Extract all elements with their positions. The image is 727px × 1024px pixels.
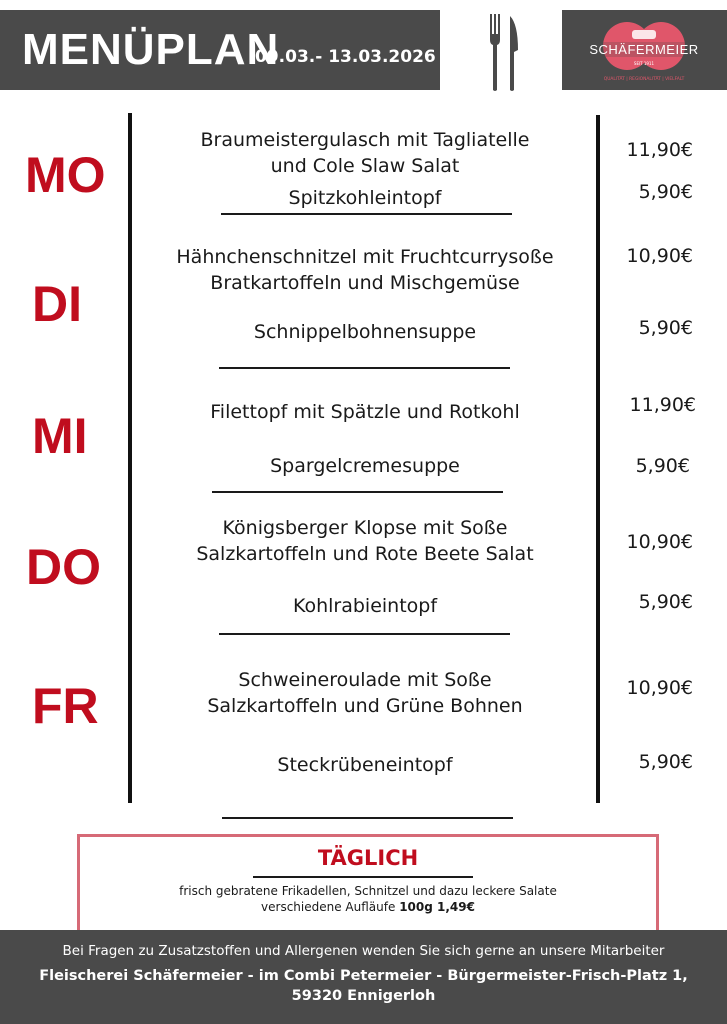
cutlery-icon [488, 14, 522, 92]
day-label-di: DI [32, 276, 82, 332]
brand-logo [588, 16, 700, 86]
dish-di-soup: Schnippelbohnensuppe [253, 321, 477, 343]
footer-address-line: Fleischerei Schäfermeier - im Combi Petermeier - Bürgermeister-Frisch-Platz 1, [39, 968, 688, 984]
dish-mi-soup: Spargelcremesuppe [270, 455, 460, 477]
dish-fr-soup: Steckrübeneintopf [277, 754, 453, 776]
logo-tagline: QUALITÄT | REGIONALITÄT | VIELFALT [603, 77, 685, 82]
price-mo-soup: 5,90€ [638, 181, 693, 203]
price-mi-main: 11,90€ [629, 394, 696, 416]
daily-title: TÄGLICH [317, 846, 419, 870]
footer-city-line: 59320 Ennigerloh [291, 988, 436, 1004]
price-di-main: 10,90€ [626, 245, 693, 267]
dish-mo-soup: Spitzkohleintopf [288, 187, 442, 209]
daily-line-1: frisch gebratene Frikadellen, Schnitzel und dazu leckere Salate [179, 884, 557, 898]
logo-brand-text: SCHÄFERMEIER [589, 42, 699, 57]
daily-line-2-price: 100g 1,49€ [399, 900, 475, 914]
date-range: 09.03.- 13.03.2026 [255, 47, 436, 67]
page-title: MENÜPLAN [22, 25, 280, 74]
logo-animal-icon [632, 30, 656, 39]
price-mo-main: 11,90€ [626, 139, 693, 161]
left-divider-line [128, 113, 132, 803]
day-label-mi: MI [32, 408, 88, 464]
divider-mo [221, 213, 512, 215]
price-do-main: 10,90€ [626, 531, 693, 553]
dish-mi-main: Filettopf mit Spätzle und Rotkohl [210, 401, 520, 423]
price-mi-soup: 5,90€ [635, 455, 690, 477]
divider-mi [212, 491, 503, 493]
daily-line-2 [77, 900, 659, 914]
logo-since-text: SEIT 1911 [633, 61, 655, 66]
divider-fr [222, 817, 513, 819]
price-do-soup: 5,90€ [638, 591, 693, 613]
price-fr-main: 10,90€ [626, 677, 693, 699]
day-label-fr: FR [32, 678, 99, 734]
dish-fr-main: Schweineroulade mit Soße Salzkartoffeln und Grüne Bohnen [207, 669, 523, 717]
divider-di [219, 367, 510, 369]
day-label-do: DO [26, 539, 101, 595]
daily-line-2-text: verschiedene Aufläufe [261, 900, 400, 914]
dish-do-main: Königsberger Klopse mit Soße Salzkartoffeln und Rote Beete Salat [196, 517, 534, 565]
footer-allergen-note: Bei Fragen zu Zusatzstoffen und Allergenen wenden Sie sich gerne an unsere Mitarbeiter [62, 943, 665, 959]
price-fr-soup: 5,90€ [638, 751, 693, 773]
day-label-mo: MO [25, 147, 106, 203]
daily-title-underline [253, 876, 473, 878]
dish-di-main: Hähnchenschnitzel mit Fruchtcurrysoße Bratkartoffeln und Mischgemüse [176, 246, 554, 294]
price-di-soup: 5,90€ [638, 317, 693, 339]
divider-do [219, 633, 510, 635]
dish-do-soup: Kohlrabieintopf [292, 595, 438, 617]
dish-mo-main: Braumeistergulasch mit Tagliatelle und Cole Slaw Salat [200, 129, 530, 177]
